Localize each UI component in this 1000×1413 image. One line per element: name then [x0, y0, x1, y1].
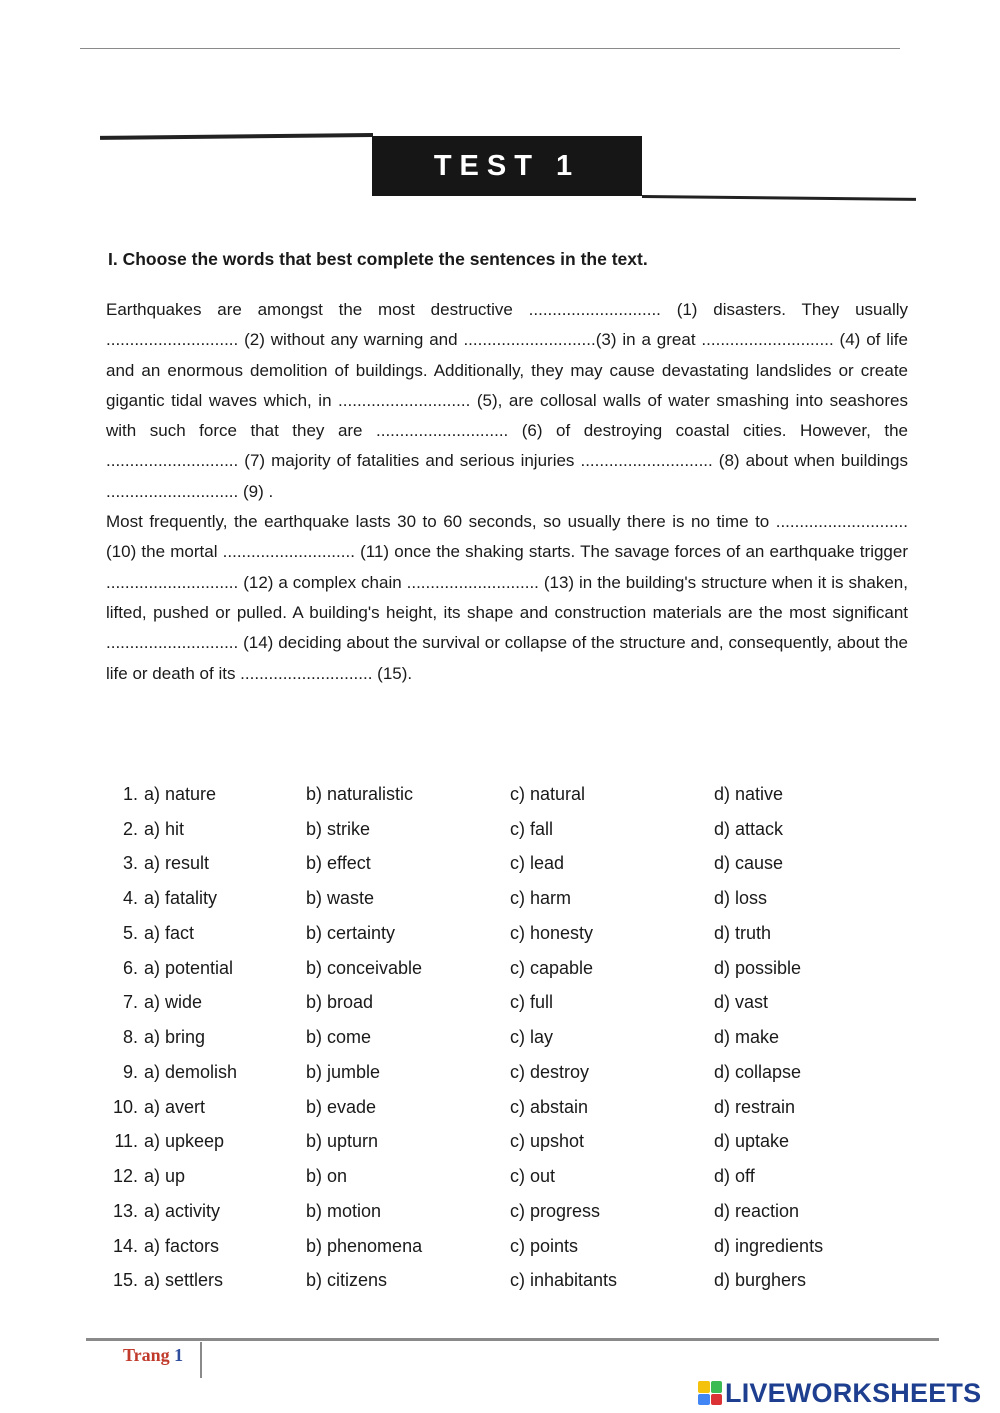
- question-number: 5.: [122, 922, 138, 943]
- option-d[interactable]: d) cause: [714, 853, 784, 874]
- option-d[interactable]: d) attack: [714, 818, 784, 839]
- option-a[interactable]: a) settlers: [144, 1270, 224, 1291]
- logo-tile: [698, 1381, 710, 1393]
- option-d[interactable]: d) reaction: [714, 1200, 800, 1221]
- option-b[interactable]: b) evade: [306, 1096, 377, 1117]
- option-c[interactable]: c) upshot: [510, 1131, 585, 1152]
- option-b[interactable]: b) conceivable: [306, 957, 423, 978]
- page-title: TEST 1: [433, 150, 581, 182]
- question-row: [100, 1055, 900, 1090]
- option-a[interactable]: a) bring: [144, 1027, 206, 1048]
- option-d[interactable]: d) make: [714, 1027, 780, 1048]
- question-row: [100, 1159, 900, 1194]
- option-a[interactable]: a) nature: [144, 783, 217, 804]
- option-c[interactable]: c) progress: [510, 1200, 601, 1221]
- option-c[interactable]: c) out: [510, 1166, 556, 1187]
- option-a[interactable]: a) result: [144, 853, 210, 874]
- option-b[interactable]: b) upturn: [306, 1131, 379, 1152]
- footer-divider: [200, 1342, 202, 1378]
- question-row: [100, 1264, 900, 1299]
- passage-paragraph-2: Most frequently, the earthquake lasts 30 to 60 seconds, so usually there is no time to ............................ (10) the mortal ............................ (11) once the shaking starts. The savage forces of an earthquake trigger ............................ (12) a complex chain ............................ (13) in the building's structure when it is shaken, lifted, pushed or pulled. A building's height, its shape and construction materials are the most significant ............................ (14) deciding about the survival or collapse of the structure and, consequently, about the life or death of its ............................ (15).: [106, 512, 908, 683]
- option-a[interactable]: a) factors: [144, 1235, 220, 1256]
- logo-tile: [698, 1394, 710, 1406]
- option-d[interactable]: d) possible: [714, 957, 802, 978]
- option-a[interactable]: a) potential: [144, 957, 234, 978]
- question-number: 3.: [122, 853, 138, 874]
- option-c[interactable]: c) fall: [510, 818, 554, 839]
- question-number: 13.: [112, 1200, 138, 1221]
- liveworksheets-logo-icon: [698, 1381, 722, 1405]
- option-b[interactable]: b) jumble: [306, 1061, 381, 1082]
- option-b[interactable]: b) certainty: [306, 922, 396, 943]
- option-a[interactable]: a) fact: [144, 922, 195, 943]
- question-row: [100, 812, 900, 847]
- option-d[interactable]: d) uptake: [714, 1131, 790, 1152]
- option-c[interactable]: c) lay: [510, 1027, 554, 1048]
- logo-tile: [711, 1394, 723, 1406]
- question-number: 1.: [122, 783, 138, 804]
- option-d[interactable]: d) ingredients: [714, 1235, 824, 1256]
- option-d[interactable]: d) truth: [714, 922, 772, 943]
- option-d[interactable]: d) native: [714, 783, 784, 804]
- option-d[interactable]: d) burghers: [714, 1270, 807, 1291]
- option-b[interactable]: b) broad: [306, 992, 374, 1013]
- title-left-line: [100, 133, 373, 140]
- option-d[interactable]: d) off: [714, 1166, 755, 1187]
- question-row: [100, 777, 900, 812]
- question-row: [100, 881, 900, 916]
- question-number: 6.: [122, 957, 138, 978]
- option-a[interactable]: a) upkeep: [144, 1131, 225, 1152]
- question-row: [100, 847, 900, 882]
- passage: [106, 295, 908, 689]
- option-b[interactable]: b) motion: [306, 1200, 382, 1221]
- option-c[interactable]: c) full: [510, 992, 554, 1013]
- option-a[interactable]: a) wide: [144, 992, 203, 1013]
- option-a[interactable]: a) hit: [144, 818, 185, 839]
- option-c[interactable]: c) harm: [510, 888, 572, 909]
- option-d[interactable]: d) vast: [714, 992, 769, 1013]
- question-number: 7.: [122, 992, 138, 1013]
- answer-options-table: [100, 777, 900, 1298]
- passage-paragraph-1: Earthquakes are amongst the most destructive ............................ (1) disasters. They usually ............................ (2) without any warning and ............................(3) in a great ............................ (4) of life and an enormous demolition of buildings. Additionally, they may cause devastating landslides or create gigantic tidal waves which, in ............................ (5), are collosal walls of water smashing into seashores with such force that they are ............................ (6) of destroying coastal cities. However, the ............................ (7) majority of fatalities and serious injuries ............................ (8) about when buildings ............................ (9) .: [106, 300, 908, 501]
- question-number: 9.: [122, 1061, 138, 1082]
- question-row: [100, 986, 900, 1021]
- question-row: [100, 916, 900, 951]
- option-c[interactable]: c) destroy: [510, 1061, 590, 1082]
- option-c[interactable]: c) honesty: [510, 922, 594, 943]
- question-row: [100, 951, 900, 986]
- option-d[interactable]: d) restrain: [714, 1096, 796, 1117]
- option-a[interactable]: a) demolish: [144, 1061, 238, 1082]
- logo-tile: [711, 1381, 723, 1393]
- question-row: [100, 1229, 900, 1264]
- question-number: 10.: [112, 1096, 138, 1117]
- option-c[interactable]: c) abstain: [510, 1096, 589, 1117]
- option-d[interactable]: d) collapse: [714, 1061, 802, 1082]
- question-number: 11.: [114, 1131, 138, 1152]
- option-b[interactable]: b) come: [306, 1027, 372, 1048]
- page-number-value: 1: [174, 1345, 184, 1365]
- question-row: [100, 1090, 900, 1125]
- instruction: I. Choose the words that best complete the sentences in the text.: [108, 249, 648, 269]
- option-b[interactable]: b) on: [306, 1166, 348, 1187]
- option-b[interactable]: b) phenomena: [306, 1235, 423, 1256]
- option-b[interactable]: b) effect: [306, 853, 371, 874]
- question-number: 2.: [122, 818, 138, 839]
- question-number: 8.: [122, 1027, 138, 1048]
- option-a[interactable]: a) avert: [144, 1096, 206, 1117]
- question-number: 15.: [112, 1270, 138, 1291]
- option-b[interactable]: b) citizens: [306, 1270, 388, 1291]
- question-row: [100, 1020, 900, 1055]
- footer-rule: [86, 1338, 939, 1341]
- option-a[interactable]: a) activity: [144, 1200, 221, 1221]
- option-c[interactable]: c) lead: [510, 853, 565, 874]
- title-right-line: [642, 195, 916, 201]
- option-a[interactable]: a) up: [144, 1166, 186, 1187]
- option-d[interactable]: d) loss: [714, 888, 768, 909]
- top-rule: [80, 48, 900, 49]
- option-a[interactable]: a) fatality: [144, 888, 218, 909]
- question-number: 14.: [112, 1235, 138, 1256]
- option-b[interactable]: b) strike: [306, 818, 371, 839]
- brand-name: LIVEWORKSHEETS: [725, 1377, 982, 1408]
- option-b[interactable]: b) naturalistic: [306, 783, 414, 804]
- option-c[interactable]: c) inhabitants: [510, 1270, 618, 1291]
- title-banner: [372, 136, 642, 196]
- page-number: [123, 1345, 183, 1366]
- brand-watermark[interactable]: [698, 1378, 981, 1408]
- option-c[interactable]: c) capable: [510, 957, 594, 978]
- question-number: 12.: [112, 1166, 138, 1187]
- option-b[interactable]: b) waste: [306, 888, 375, 909]
- question-row: [100, 1125, 900, 1160]
- option-c[interactable]: c) natural: [510, 783, 586, 804]
- question-number: 4.: [122, 888, 138, 909]
- option-c[interactable]: c) points: [510, 1235, 579, 1256]
- question-row: [100, 1194, 900, 1229]
- page-label: Trang: [123, 1345, 170, 1365]
